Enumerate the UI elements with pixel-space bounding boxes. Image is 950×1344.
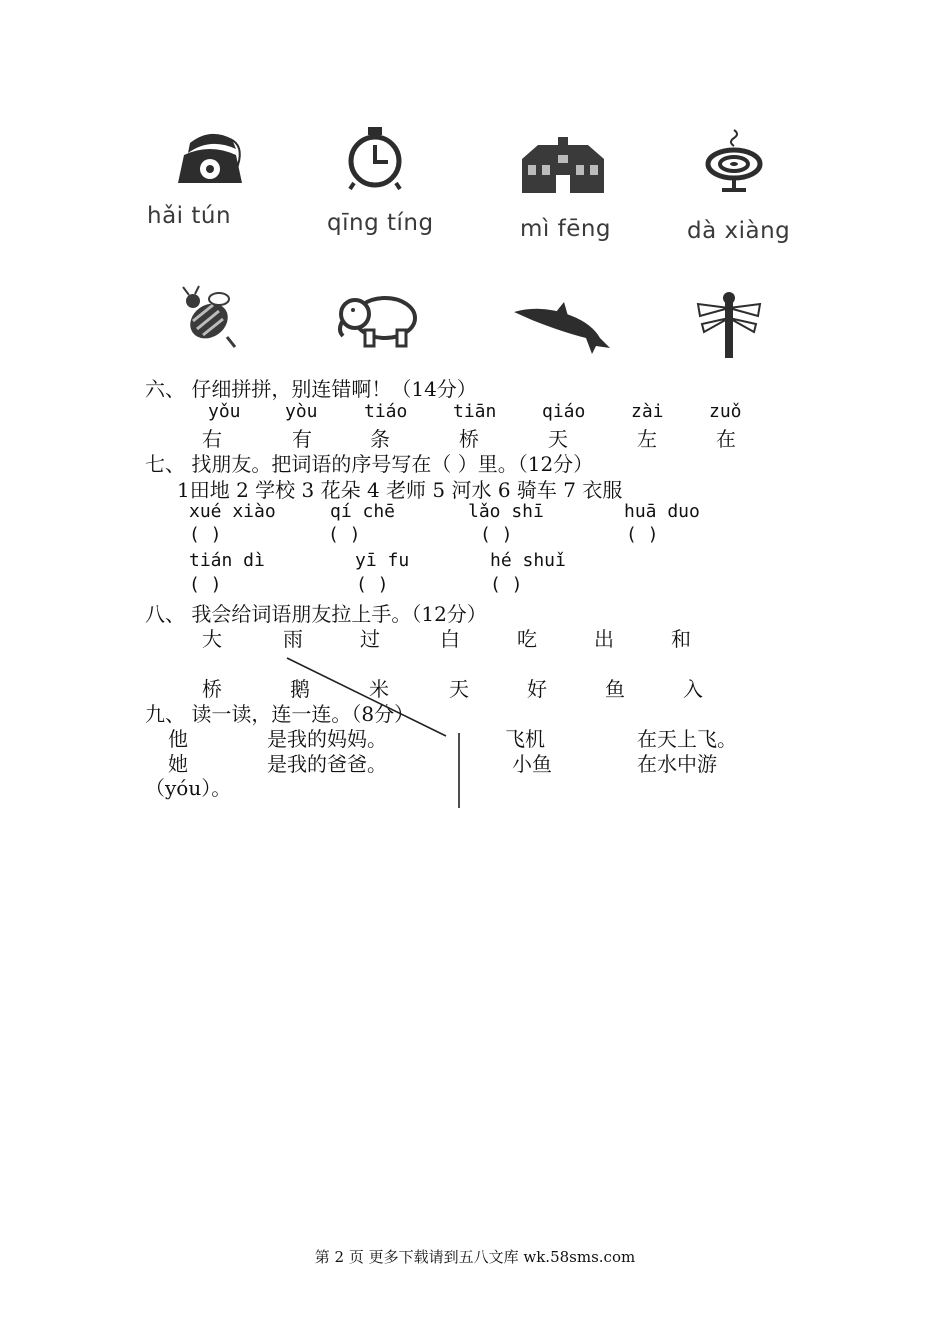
section6-char-6: 左 <box>637 427 657 451</box>
section8-top-6[interactable]: 出 <box>594 627 614 651</box>
picture-label-2: qīng tíng <box>327 210 434 236</box>
section8-top-4[interactable]: 白 <box>440 627 460 651</box>
section8-bottom-7[interactable]: 入 <box>683 677 703 701</box>
section7-pinyin-1: xué xiào <box>189 501 276 522</box>
section8-top-1[interactable]: 大 <box>202 627 222 651</box>
section8-bottom-3[interactable]: 米 <box>369 677 389 701</box>
section8-bottom-5[interactable]: 好 <box>527 677 547 701</box>
picture-label-3: mì fēng <box>520 216 612 242</box>
section7-answer-blank-5[interactable]: ( ) <box>189 574 222 595</box>
section9-right-subject-1[interactable]: 飞机 <box>505 727 545 751</box>
section9-left-subject-1[interactable]: 他 <box>168 727 188 751</box>
section6-char-7: 在 <box>716 427 736 451</box>
section6-char-1: 右 <box>202 427 222 451</box>
section6-char-2: 有 <box>292 427 312 451</box>
section7-pinyin-4: huā duo <box>624 501 700 522</box>
section8-bottom-4[interactable]: 天 <box>449 677 469 701</box>
section7-answer-blank-4[interactable]: ( ) <box>626 524 659 545</box>
section8-title: 八、 我会给词语朋友拉上手。（12分） <box>145 602 487 626</box>
section6-pinyin-3: tiáo <box>364 401 408 422</box>
section9-title: 九、 读一读，连一连。（8分） <box>145 702 415 726</box>
section7-word-list: 1田地 2 学校 3 花朵 4 老师 5 河水 6 骑车 7 衣服 <box>177 478 623 502</box>
section6-pinyin-5: qiáo <box>542 401 586 422</box>
section9-right-predicate-1[interactable]: 在天上飞。 <box>637 727 737 751</box>
section8-top-2[interactable]: 雨 <box>283 627 303 651</box>
section6-char-3: 条 <box>370 427 390 451</box>
section6-char-4: 桥 <box>459 427 479 451</box>
section7-answer-blank-6[interactable]: ( ) <box>356 574 389 595</box>
section7-pinyin-5: tián dì <box>189 550 265 571</box>
section7-pinyin-6: yī fu <box>355 550 410 571</box>
section6-pinyin-6: zài <box>631 401 664 422</box>
section7-answer-blank-3[interactable]: ( ) <box>480 524 513 545</box>
section9-tail: （yóu）。 <box>145 776 232 800</box>
section7-answer-blank-7[interactable]: ( ) <box>490 574 523 595</box>
section8-top-3[interactable]: 过 <box>360 627 380 651</box>
section8-bottom-1[interactable]: 桥 <box>202 677 222 701</box>
section6-pinyin-4: tiān <box>453 401 497 422</box>
section7-pinyin-2: qí chē <box>330 501 396 522</box>
section9-left-predicate-2[interactable]: 是我的爸爸。 <box>267 752 387 776</box>
section7-pinyin-7: hé shuǐ <box>490 550 566 571</box>
section7-answer-blank-1[interactable]: ( ) <box>189 524 222 545</box>
section6-char-5: 天 <box>548 427 568 451</box>
section7-pinyin-3: lǎo shī <box>468 501 544 522</box>
section8-top-7[interactable]: 和 <box>671 627 691 651</box>
section9-left-predicate-1[interactable]: 是我的妈妈。 <box>267 727 387 751</box>
section9-right-predicate-2[interactable]: 在水中游 <box>637 752 717 776</box>
section6-pinyin-2: yòu <box>285 401 318 422</box>
section6-pinyin-1: yǒu <box>208 401 241 422</box>
section7-title: 七、 找朋友。把词语的序号写在（ ）里。（12分） <box>145 452 594 476</box>
section7-answer-blank-2[interactable]: ( ) <box>328 524 361 545</box>
page-footer: 第 2 页 更多下载请到五八文库 wk.58sms.com <box>314 1248 636 1266</box>
section9-left-subject-2[interactable]: 她 <box>168 752 188 776</box>
picture-label-4: dà xiàng <box>687 218 791 244</box>
section8-top-5[interactable]: 吃 <box>517 627 537 651</box>
section6-pinyin-7: zuǒ <box>709 401 742 422</box>
section9-right-subject-2[interactable]: 小鱼 <box>512 752 552 776</box>
drawn-diagonal-line <box>287 658 446 736</box>
section6-title: 六、 仔细拼拼，别连错啊！（14分） <box>145 377 477 401</box>
picture-label-1: hǎi tún <box>147 203 232 229</box>
section8-bottom-2[interactable]: 鹅 <box>290 677 310 701</box>
section8-bottom-6[interactable]: 鱼 <box>605 677 625 701</box>
